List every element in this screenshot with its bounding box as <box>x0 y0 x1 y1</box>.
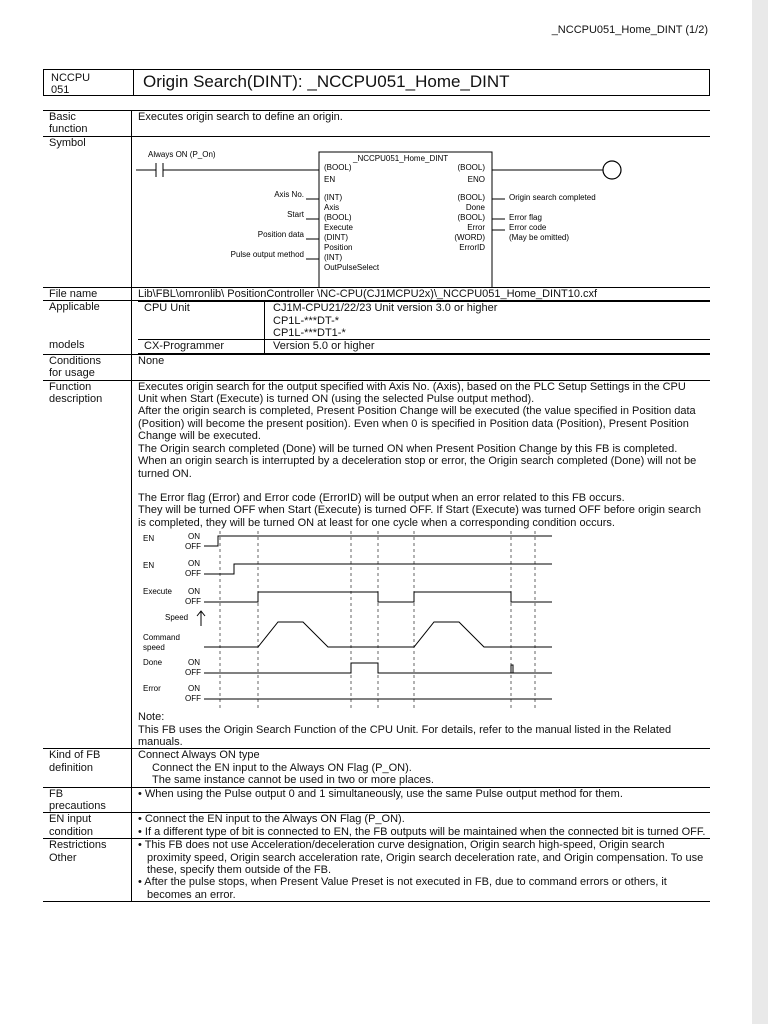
row-conditions <box>43 354 710 380</box>
eno-type: (BOOL) <box>457 162 485 172</box>
input-axis-label: Axis No. <box>274 189 304 199</box>
position-type: (DINT) <box>324 232 348 242</box>
spec-table <box>43 110 710 902</box>
timing-error-label: Error <box>143 684 161 694</box>
cpu-row <box>138 302 710 340</box>
row-restrictions <box>43 839 710 902</box>
fb-prec-label <box>43 787 132 813</box>
en-input-bullet-2: • If a different type of bit is connected to EN, the FB outputs will be maintained when the connected bit is turned OFF. <box>138 825 706 838</box>
always-on-label: Always ON (P_On) <box>148 149 216 159</box>
timing-execute-on: ON <box>188 587 200 597</box>
done-pin: Done <box>465 202 485 212</box>
applicable-inner-table <box>138 301 710 354</box>
kind-line-1: Connect Always ON type <box>138 749 260 762</box>
timing-execute-wave <box>204 592 552 602</box>
timing-done-on: ON <box>188 658 200 668</box>
basic-function-text: Executes origin search to define an origin. <box>132 111 711 137</box>
timing-chart <box>138 529 708 711</box>
timing-execute-label: Execute <box>143 587 172 597</box>
function-desc-p2: After the origin search is completed, Present Position Change will be executed (the value specified in Position data (Position) will become the present position). Even when 0 is specified in Position data (Position), Present Position Change will be executed. <box>138 405 696 443</box>
fb-name: _NCCPU051_Home_DINT <box>353 153 449 163</box>
function-desc-p5: They will be turned OFF when Start (Execute) is turned OFF. If Start (Execute) was turned OFF before origin search is completed, they will be turned ON at least for one cycle when a corresponding condition occurs. <box>138 504 702 529</box>
fb-prec-label-1: FB <box>49 787 64 800</box>
restrictions-bullet-2: • After the pulse stops, when Present Value Preset is not executed in FB, due to command errors or others, it becomes an error. <box>138 876 667 901</box>
fb-symbol-diagram <box>132 137 708 287</box>
note-text: This FB uses the Origin Search Function of the CPU Unit. For details, refer to the manual listed in the Related manuals. <box>138 723 672 748</box>
timing-en1-label: EN <box>143 534 155 544</box>
timing-done-pulse <box>509 665 513 673</box>
page-title: Origin Search(DINT): _NCCPU051_Home_DINT <box>143 72 510 91</box>
function-desc-label-1: Function <box>49 380 92 393</box>
errorid-type: (WORD) <box>454 232 485 242</box>
conditions-text: None <box>132 354 711 380</box>
row-symbol <box>43 136 710 287</box>
outpulse-pin: OutPulseSelect <box>324 262 380 272</box>
restrictions-bullet-1: • This FB does not use Acceleration/deceleration curve designation, Origin search high-speed, Origin search proximity speed, Origin search acceleration rate, Origin search deceleration rate, and Origin compensation. To use these, specify them outside of the FB. <box>138 839 704 876</box>
file-name-label: File name <box>43 287 132 300</box>
execute-pin: Execute <box>324 222 353 232</box>
function-desc-label-2: description <box>49 393 103 406</box>
input-pulse-label: Pulse output method <box>230 249 304 259</box>
kind-line-2: Connect the EN input to the Always ON Flag (P_ON). <box>152 761 412 774</box>
output-done-label: Origin search completed <box>509 192 596 202</box>
basic-function-label <box>43 111 132 137</box>
error-type: (BOOL) <box>457 212 485 222</box>
kind-label-2: definition <box>49 761 94 774</box>
cpu-unit-values <box>265 302 711 340</box>
output-code-label: Error code <box>509 222 547 232</box>
timing-error-on: ON <box>188 684 200 694</box>
input-position-label: Position data <box>257 229 304 239</box>
applicable-label <box>43 301 132 355</box>
cpu-value-2: CP1L-***DT-* <box>273 314 340 327</box>
basic-function-label-2: function <box>49 123 88 136</box>
conditions-label <box>43 354 132 380</box>
en-pin: EN <box>324 174 336 184</box>
en-input-cell <box>132 813 711 839</box>
page-header-reference: _NCCPU051_Home_DINT (1/2) <box>551 24 708 36</box>
function-desc-cell <box>132 380 711 749</box>
kind-cell <box>132 749 711 787</box>
row-fb-precautions <box>43 787 710 813</box>
cx-programmer-label: CX-Programmer <box>138 340 265 353</box>
timing-en2-label: EN <box>143 561 155 571</box>
row-basic-function <box>43 111 710 137</box>
timing-en1-off: OFF <box>185 542 201 552</box>
function-desc-label <box>43 380 132 749</box>
cx-row <box>138 340 710 353</box>
errorid-pin: ErrorID <box>459 242 485 252</box>
cpu-value-3: CP1L-***DT1-* <box>273 327 346 340</box>
error-pin: Error <box>467 222 485 232</box>
timing-cmd-label-2: speed <box>143 643 165 653</box>
done-type: (BOOL) <box>457 192 485 202</box>
row-kind-of-fb <box>43 749 710 787</box>
output-omit-label: (May be omitted) <box>509 232 570 242</box>
fb-code-line2: 051 <box>51 84 70 96</box>
restrictions-label-1: Restrictions <box>49 839 107 852</box>
timing-en1-on: ON <box>188 532 200 542</box>
row-applicable-models <box>43 301 710 355</box>
en-input-label-2: condition <box>49 825 94 838</box>
function-desc-p4: The Error flag (Error) and Error code (ErrorID) will be output when an error related to this FB occurs. <box>138 491 625 504</box>
timing-error-off: OFF <box>185 694 201 704</box>
restrictions-label <box>43 839 132 902</box>
kind-label <box>43 749 132 787</box>
en-input-label-1: EN input <box>49 813 92 826</box>
en-type: (BOOL) <box>324 162 352 172</box>
symbol-cell <box>132 136 711 287</box>
input-start-label: Start <box>287 209 304 219</box>
conditions-label-2: for usage <box>49 367 95 380</box>
applicable-label-2: models <box>49 338 85 351</box>
output-error-label: Error flag <box>509 212 542 222</box>
execute-type: (BOOL) <box>324 212 352 222</box>
symbol-label: Symbol <box>43 136 132 287</box>
outpulse-type: (INT) <box>324 252 343 262</box>
applicable-cell <box>132 301 711 355</box>
cx-programmer-value: Version 5.0 or higher <box>265 340 711 353</box>
basic-function-label-1: Basic <box>49 111 76 123</box>
en-input-bullet-1: • Connect the EN input to the Always ON Flag (P_ON). <box>138 813 405 826</box>
title-box <box>43 69 710 96</box>
axis-type: (INT) <box>324 192 343 202</box>
position-pin: Position <box>324 242 353 252</box>
restrictions-label-2: Other <box>49 851 77 864</box>
row-en-input <box>43 813 710 839</box>
file-name-text: Lib\FBL\omronlib\ PositionController \NC-CPU(CJ1MCPU2x)\_NCCPU051_Home_DINT10.cxf <box>132 287 711 300</box>
eno-pin: ENO <box>467 174 485 184</box>
row-file-name <box>43 287 710 300</box>
cpu-unit-label: CPU Unit <box>138 302 265 340</box>
kind-line-3: The same instance cannot be used in two or more places. <box>152 774 434 787</box>
conditions-label-1: Conditions <box>49 354 101 367</box>
row-function-description <box>43 380 710 749</box>
note-label: Note: <box>138 711 165 724</box>
timing-en2-on: ON <box>188 559 200 569</box>
cpu-value-1: CJ1M-CPU21/22/23 Unit version 3.0 or higher <box>273 302 498 315</box>
output-coil <box>603 161 621 179</box>
function-desc-p1: Executes origin search for the output specified with Axis No. (Axis), based on the PLC Setup Settings in the CPU Unit when Start (Execute) is turned ON (using the selected Pulse output method). <box>138 380 686 406</box>
timing-done-off: OFF <box>185 668 201 678</box>
timing-execute-off: OFF <box>185 597 201 607</box>
timing-cmd-label-1: Command <box>143 633 180 643</box>
en-input-label <box>43 813 132 839</box>
fb-code <box>44 70 134 95</box>
applicable-label-1: Applicable <box>49 301 100 314</box>
restrictions-cell <box>132 839 711 902</box>
fb-prec-text: • When using the Pulse output 0 and 1 simultaneously, use the same Pulse output method for them. <box>132 787 711 813</box>
axis-pin: Axis <box>324 202 340 212</box>
fb-code-line1: NCCPU <box>51 72 91 84</box>
timing-speed-label: Speed <box>165 613 189 623</box>
function-desc-p3: The Origin search completed (Done) will be turned ON when Present Position Change by this FB is completed. When an origin search is interrupted by a deceleration stop or error, the Origin search completed (Done) will not be turned ON. <box>138 442 697 480</box>
timing-en2-off: OFF <box>185 569 201 579</box>
fb-prec-label-2: precautions <box>49 799 106 812</box>
timing-done-wave <box>204 663 552 673</box>
kind-label-1: Kind of FB <box>49 749 101 762</box>
timing-done-label: Done <box>143 658 163 668</box>
